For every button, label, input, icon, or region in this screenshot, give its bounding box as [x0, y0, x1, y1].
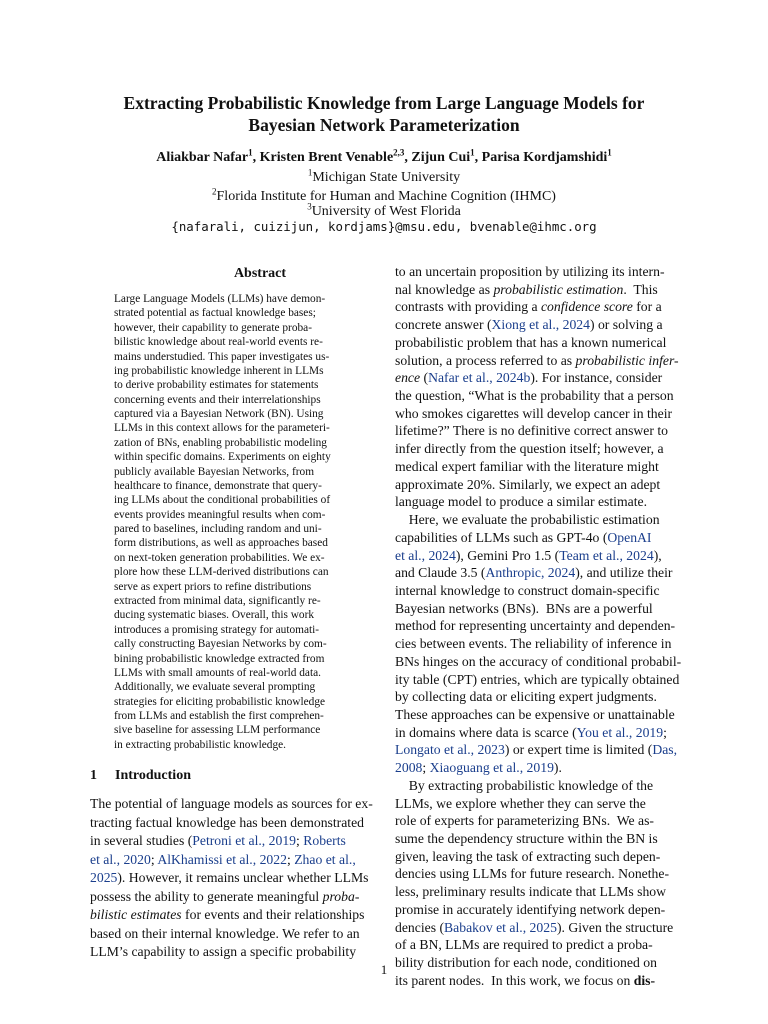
text-run: cies between events. The reliability of inference in [395, 636, 672, 652]
section-number: 1 [90, 768, 97, 783]
section-heading-introduction [90, 768, 209, 784]
abstract-line: concerning events and their interrelationships [114, 393, 321, 406]
abstract-line: LLMs with small amounts of real-world data. [114, 666, 321, 679]
text-line [395, 282, 658, 298]
text-line [395, 654, 681, 670]
text-line [395, 264, 665, 280]
text-run: ity table (CPT) entries, which are typically obtained [395, 671, 680, 687]
text-run: to an uncertain proposition by utilizing its intern- [395, 264, 665, 279]
text-line [395, 689, 657, 705]
text-line [395, 831, 658, 847]
abstract-line: LLMs in this context allows for the parameteri- [114, 422, 330, 435]
citation-link[interactable]: Das, [652, 742, 678, 758]
abstract-line: to derive probability estimates for statements [114, 379, 319, 392]
text-run: ; [422, 760, 430, 776]
text-line [90, 815, 364, 831]
text-run: lifetime?” There is no definitive correct answer to [395, 423, 669, 439]
text-line [395, 601, 653, 617]
text-line [395, 530, 651, 546]
abstract-line: events provides meaningful results when com- [114, 508, 326, 521]
text-run: in domains where data is scarce ( [395, 724, 577, 740]
text-line [90, 796, 373, 812]
text-line [395, 725, 667, 741]
text-run: BNs hinges on the accuracy of conditional probabil- [395, 653, 682, 669]
text-line [395, 884, 666, 900]
author-name: Kristen Brent Venable [259, 150, 394, 165]
text-line [395, 335, 666, 351]
citation-link[interactable]: Anthropic, 2024 [485, 565, 576, 581]
abstract-line: ing probabilistic knowledge inherent in LLMs [114, 364, 324, 377]
text-run: sume the dependency structure within the BN is [395, 831, 658, 847]
text-run: internal knowledge to construct domain-specific [395, 582, 660, 598]
text-run: ; [286, 851, 295, 867]
text-line [395, 849, 660, 865]
text-run: LLMs, we explore whether they can serve the [395, 795, 646, 811]
author-emails: {nafarali, cuizijun, kordjams}@msu.edu, bvenable@ihmc.org [171, 219, 597, 234]
text-line [395, 459, 659, 475]
text-run: ), Gemini Pro 1.5 ( [455, 547, 560, 563]
text-run: proba- [322, 888, 360, 904]
text-line [395, 406, 672, 422]
text-line [90, 833, 346, 849]
abstract-line: bilistic knowledge about real-world events re- [114, 336, 323, 349]
text-run: probabilistic infer- [575, 352, 679, 368]
author-name: Aliakbar Nafar [156, 150, 249, 165]
abstract-line: serve as expert priors to refine distributions [114, 580, 312, 593]
text-line [90, 926, 360, 942]
abstract-line: healthcare to finance, demonstrate that query- [114, 479, 322, 492]
text-run: These approaches can be expensive or unattainable [395, 707, 675, 722]
text-run: By extracting probabilistic knowledge of the [395, 777, 654, 793]
text-run: capabilities of LLMs such as GPT-4o ( [395, 529, 608, 545]
author-affiliation-sup: 1 [248, 147, 253, 158]
citation-link[interactable]: Zhao et al., [294, 851, 356, 867]
text-line [395, 370, 662, 386]
abstract-line: strategies for eliciting probabilistic knowledge [114, 695, 326, 708]
citation-link[interactable]: Roberts [303, 833, 346, 848]
text-run: ence [395, 370, 421, 386]
author-name: Zijun Cui [411, 150, 471, 165]
citation-link[interactable]: et al., 2020 [90, 851, 151, 867]
text-run: solution, a process referred to as [395, 352, 576, 368]
text-run: ; [150, 851, 158, 867]
abstract-line: however, their capability to generate proba- [114, 321, 312, 334]
abstract-line: mains understudied. This paper investigates us- [114, 350, 330, 363]
abstract-line: captured via a Bayesian Network (BN). Using [114, 408, 324, 421]
citation-link[interactable]: Xiong et al., 2024 [491, 317, 590, 333]
text-line [395, 494, 647, 510]
text-run: for a [632, 299, 662, 315]
abstract-heading: Abstract [233, 266, 287, 281]
abstract-line: within specific domains. Experiments on eighty [114, 451, 331, 464]
text-run: dencies ( [395, 919, 445, 935]
text-run: medical expert familiar with the literature might [395, 458, 659, 474]
text-run: ; [663, 724, 667, 740]
text-run: language model to produce a similar estimate. [395, 494, 647, 510]
affiliation-sup: 2 [212, 186, 217, 197]
text-run: given, leaving the task of extracting such depen- [395, 848, 661, 864]
text-line [90, 944, 356, 960]
citation-link[interactable]: AlKhamissi et al., 2022 [157, 851, 287, 867]
citation-link[interactable]: Longato et al., 2023 [395, 742, 505, 758]
text-line [395, 565, 672, 581]
text-run: concrete answer ( [395, 317, 492, 333]
text-run: and Claude 3.5 ( [395, 565, 486, 581]
text-line [395, 441, 664, 457]
text-run: bilistic estimates [90, 907, 182, 922]
citation-link[interactable]: 2025 [90, 870, 118, 885]
text-line [395, 583, 660, 599]
abstract-line: ing LLMs about the conditional probabilities of [114, 494, 331, 507]
text-line [395, 707, 675, 723]
text-line [395, 796, 646, 812]
page-number: 1 [380, 962, 388, 977]
text-run: of a BN, LLMs are required to predict a proba- [395, 937, 653, 953]
text-line [395, 937, 653, 953]
abstract-line: on next-token generation probabilities. We ex- [114, 551, 325, 564]
text-line [90, 907, 364, 923]
text-run: Bayesian networks (BNs). BNs are a powerful [395, 600, 653, 616]
text-run: dis- [633, 972, 656, 988]
text-line [395, 299, 662, 315]
citation-link[interactable]: OpenAI [607, 529, 652, 545]
abstract-line: cally constructing Bayesian Networks by com- [114, 638, 327, 651]
abstract-line: plore how these LLM-derived distributions can [114, 566, 329, 579]
text-run: based on their internal knowledge. We refer to an [90, 925, 360, 941]
text-line [395, 902, 665, 918]
text-line [395, 742, 677, 758]
text-line [395, 672, 679, 688]
abstract-line: bining probabilistic knowledge extracted from [114, 652, 325, 665]
text-line [90, 852, 356, 868]
citation-link[interactable]: 2008 [395, 760, 423, 776]
text-line [395, 423, 668, 439]
text-run: by collecting data or eliciting expert judgments. [395, 689, 657, 705]
text-run: the question, “What is the probability that a person [395, 388, 674, 404]
affiliation-sup: 3 [307, 201, 312, 212]
text-run: nal knowledge as [395, 281, 494, 297]
text-run: who smokes cigarettes will develop cancer in their [395, 405, 673, 421]
text-line [395, 477, 660, 493]
text-run: . This [623, 281, 658, 297]
text-line [90, 889, 359, 905]
author-affiliation-sup: 1 [607, 147, 612, 158]
text-run: its parent nodes. In this work, we focus on [395, 972, 634, 988]
abstract-line: pared to baselines, including random and uni- [114, 523, 322, 536]
text-line [395, 866, 669, 882]
text-run: ). [553, 760, 562, 776]
author-affiliation-sup: 2,3 [393, 147, 405, 158]
abstract-line: extracted from minimal data, significantly re- [114, 594, 321, 607]
citation-link[interactable]: Xiaoguang et al., 2019 [429, 760, 554, 776]
abstract-line: zation of BNs, enabling probabilistic modeling [114, 436, 327, 449]
text-run: ), and utilize their [575, 565, 673, 581]
abstract-line: ducing systematic biases. Overall, this work [114, 609, 315, 622]
text-run: ; [296, 833, 304, 848]
text-line [395, 618, 675, 634]
affiliation-name: University of West Florida [311, 204, 461, 219]
text-run: in several studies ( [90, 833, 193, 848]
text-run: approximate 20%. Similarly, we expect an adept [395, 476, 661, 492]
author-list: Aliakbar Nafar$^1$, Kristen Brent Venable$^{2,3}$, Zijun Cui$^1$, Parisa Kordjamshidi$^1$ [156, 147, 612, 165]
section-title: Introduction [115, 768, 191, 783]
text-run: method for representing uncertainty and dependen- [395, 618, 676, 634]
author-affiliation-sup: 1 [470, 147, 475, 158]
text-run: ). Given the structure [556, 919, 674, 935]
abstract-line: sive baseline for assessing LLM performance [114, 724, 321, 737]
text-line [395, 353, 679, 369]
text-run: ). For instance, consider [530, 370, 663, 386]
text-run: tracting factual knowledge has been demonstrated [90, 814, 365, 830]
text-line [395, 760, 562, 776]
affiliation-sup: 1 [307, 167, 313, 178]
text-run: probabilistic estimation [493, 281, 624, 297]
text-run: role of experts for parameterizing BNs. We as- [395, 813, 654, 829]
text-line [90, 870, 368, 886]
abstract-line: strated potential as factual knowledge bases; [114, 307, 316, 320]
abstract-line: publicly available Bayesian Networks, from [114, 465, 315, 478]
citation-link[interactable]: Babakov et al., 2025 [444, 919, 557, 935]
citation-link[interactable]: et al., 2024 [395, 547, 456, 563]
text-run: ), [653, 547, 662, 563]
text-line [395, 512, 660, 528]
text-run: dencies using LLMs for future research. Nonethe- [395, 866, 670, 882]
paper-title [60, 92, 708, 136]
text-run: LLM’s capability to assign a specific probability [90, 944, 357, 959]
affiliation-name: Florida Institute for Human and Machine Cognition (IHMC) [216, 189, 556, 204]
text-run: The potential of language models as sources for ex- [90, 796, 373, 811]
text-run: infer directly from the question itself; however, a [395, 441, 664, 457]
text-run: contrasts with providing a [395, 299, 541, 315]
text-run: bility distribution for each node, conditioned on [395, 955, 657, 971]
abstract-line: Large Language Models (LLMs) have demon- [114, 293, 326, 305]
text-run: promise in accurately identifying network depen- [395, 901, 666, 917]
text-run: ) or expert time is limited ( [504, 742, 653, 758]
text-run: Here, we evaluate the probabilistic estimation [395, 512, 660, 528]
citation-link[interactable]: You et al., 2019 [576, 724, 664, 740]
abstract-line: from LLMs and establish the first comprehen- [114, 710, 324, 723]
citation-link[interactable]: Petroni et al., 2019 [192, 833, 297, 848]
abstract-line: introduces a promising strategy for automati- [114, 623, 320, 636]
text-line [395, 548, 662, 564]
text-run: ( [420, 370, 429, 386]
title-line: Bayesian Network Parameterization [248, 115, 520, 135]
text-run: ) or solving a [589, 317, 663, 333]
text-line [395, 813, 654, 829]
text-run: possess the ability to generate meaningful [90, 888, 323, 904]
text-line [395, 636, 671, 652]
abstract-line: in extracting probabilistic knowledge. [114, 738, 287, 751]
abstract-line: form distributions, as well as approaches based [114, 537, 328, 550]
author-name: Parisa Kordjamshidi [481, 150, 608, 165]
text-run: for events and their relationships [181, 907, 365, 922]
citation-link[interactable]: Nafar et al., 2024b [428, 370, 531, 386]
text-run: ). However, it remains unclear whether LLMs [117, 870, 369, 885]
citation-link[interactable]: Team et al., 2024 [559, 547, 654, 563]
text-run: confidence score [540, 299, 633, 315]
affiliation [40, 168, 728, 187]
text-run: probabilistic problem that has a known numerical [395, 334, 667, 350]
text-run: less, preliminary results indicate that LLMs show [395, 884, 667, 900]
text-line [395, 778, 653, 794]
affiliation-name: Michigan State University [312, 170, 461, 185]
text-line [395, 920, 673, 936]
abstract-line: Additionally, we evaluate several prompting [114, 681, 316, 694]
text-line [395, 388, 674, 404]
title-line: Extracting Probabilistic Knowledge from Large Language Models for [123, 93, 645, 113]
text-line [395, 317, 663, 333]
